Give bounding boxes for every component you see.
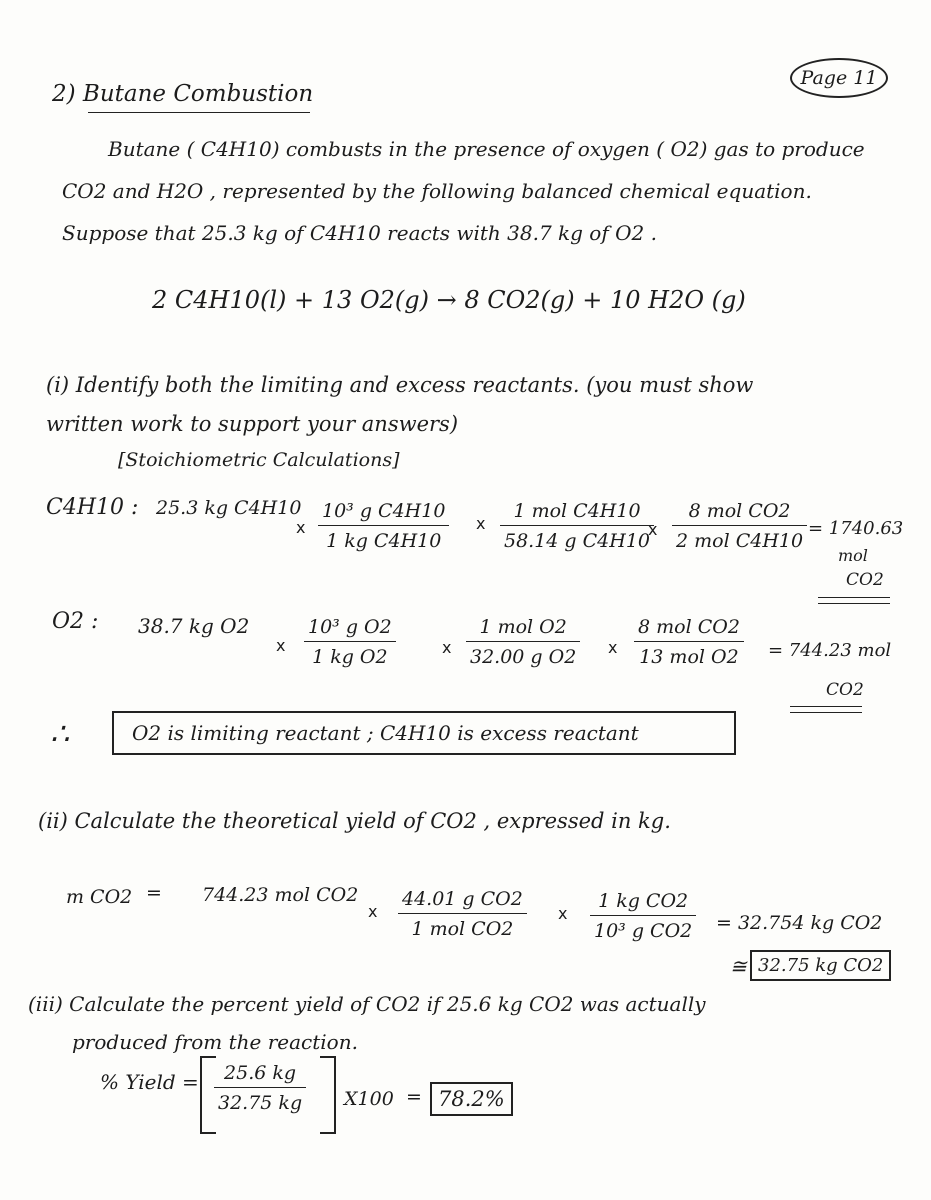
mass-start-quantity: 744.23 mol CO2 — [202, 884, 359, 906]
c4h10-result-unit-mol: mol — [838, 546, 868, 565]
problem-intro: Butane ( C4H10) combusts in the presence of oxygen ( O2) gas to produce CO2 and H2O , represented by the following balanced chemical equation. Suppose that 25.3 kg of C4H10 reacts with 38.7 kg of O2 . — [62, 137, 865, 245]
fraction-numerator: 1 mol C4H10 — [500, 500, 654, 526]
double-underline — [818, 597, 890, 604]
fraction-numerator: 44.01 g CO2 — [398, 888, 527, 914]
o2-conversion-factor-3 — [634, 616, 744, 668]
multiply-sign: x — [368, 902, 378, 921]
c4h10-start-quantity: 25.3 kg C4H10 — [156, 497, 302, 519]
mass-result: = 32.754 kg CO2 — [716, 912, 883, 934]
percent-yield-answer: 78.2% — [430, 1082, 513, 1116]
c4h10-conversion-factor-2 — [500, 500, 654, 552]
fraction-numerator: 8 mol CO2 — [672, 500, 807, 526]
mass-equals-sign: = — [146, 882, 162, 904]
page-number-badge: Page 11 — [790, 58, 888, 98]
c4h10-result-unit-co2: CO2 — [846, 570, 884, 590]
percent-yield-label: % Yield = — [100, 1070, 199, 1094]
o2-result-unit-co2: CO2 — [826, 680, 864, 700]
multiply-sign: x — [608, 638, 618, 657]
o2-conversion-factor-1 — [304, 616, 396, 668]
title-underline — [88, 112, 310, 113]
o2-start-quantity: 38.7 kg O2 — [138, 614, 250, 638]
fraction-numerator: 10³ g C4H10 — [318, 500, 449, 526]
balanced-equation: 2 C4H10(l) + 13 O2(g) → 8 CO2(g) + 10 H2O (g) — [152, 286, 746, 314]
fraction-denominator: 13 mol O2 — [639, 646, 739, 668]
multiply-sign: x — [476, 514, 486, 533]
c4h10-result-value: = 1740.63 — [808, 518, 904, 539]
part-ii-question: (ii) Calculate the theoretical yield of CO2 , expressed in kg. — [38, 809, 671, 833]
fraction-numerator: 1 mol O2 — [466, 616, 580, 642]
fraction-denominator: 58.14 g C4H10 — [504, 530, 651, 552]
mass-conversion-factor-2 — [590, 890, 696, 942]
fraction-denominator: 32.00 g O2 — [470, 646, 577, 668]
double-underline — [790, 706, 862, 713]
part-i-question-line2: written work to support your answers) — [46, 412, 459, 436]
fraction-numerator: 25.6 kg — [214, 1062, 306, 1088]
fraction-denominator: 1 mol CO2 — [411, 918, 514, 940]
fraction-numerator: 1 kg CO2 — [590, 890, 696, 916]
stoichiometry-note: [Stoichiometric Calculations] — [118, 449, 400, 471]
multiply-sign: x — [648, 520, 658, 539]
fraction-denominator: 1 kg C4H10 — [326, 530, 442, 552]
o2-result-value: = 744.23 mol — [768, 640, 892, 661]
therefore-symbol: ∴ — [50, 717, 70, 752]
conclusion-box: O2 is limiting reactant ; C4H10 is excess reactant — [112, 711, 736, 755]
section-title: 2) Butane Combustion — [52, 81, 314, 107]
c4h10-conversion-factor-3 — [672, 500, 807, 552]
mass-co2-label: m CO2 — [66, 886, 133, 908]
multiply-sign: x — [442, 638, 452, 657]
fraction-denominator: 1 kg O2 — [312, 646, 388, 668]
fraction-denominator: 32.75 kg — [218, 1092, 303, 1114]
fraction-numerator: 10³ g O2 — [304, 616, 396, 642]
approx-symbol: ≅ — [730, 954, 747, 978]
percent-yield-fraction — [214, 1062, 306, 1114]
c4h10-calc-label: C4H10 : — [46, 495, 139, 520]
theoretical-yield-answer: 32.75 kg CO2 — [750, 950, 891, 981]
fraction-numerator: 8 mol CO2 — [634, 616, 744, 642]
percent-equals-sign: = — [406, 1086, 422, 1108]
multiply-sign: x — [296, 518, 306, 537]
part-iii-question-line2: produced from the reaction. — [72, 1030, 358, 1054]
fraction-denominator: 2 mol C4H10 — [676, 530, 804, 552]
right-bracket — [320, 1056, 336, 1134]
c4h10-conversion-factor-1 — [318, 500, 449, 552]
times-hundred: X100 — [344, 1088, 394, 1110]
mass-conversion-factor-1 — [398, 888, 527, 940]
part-i-question-line1: (i) Identify both the limiting and excess reactants. (you must show — [46, 373, 754, 397]
part-iii-question-line1: (iii) Calculate the percent yield of CO2 if 25.6 kg CO2 was actually — [28, 992, 706, 1016]
multiply-sign: x — [276, 636, 286, 655]
o2-calc-label: O2 : — [52, 609, 99, 634]
multiply-sign: x — [558, 904, 568, 923]
fraction-denominator: 10³ g CO2 — [594, 920, 693, 942]
o2-conversion-factor-2 — [466, 616, 580, 668]
